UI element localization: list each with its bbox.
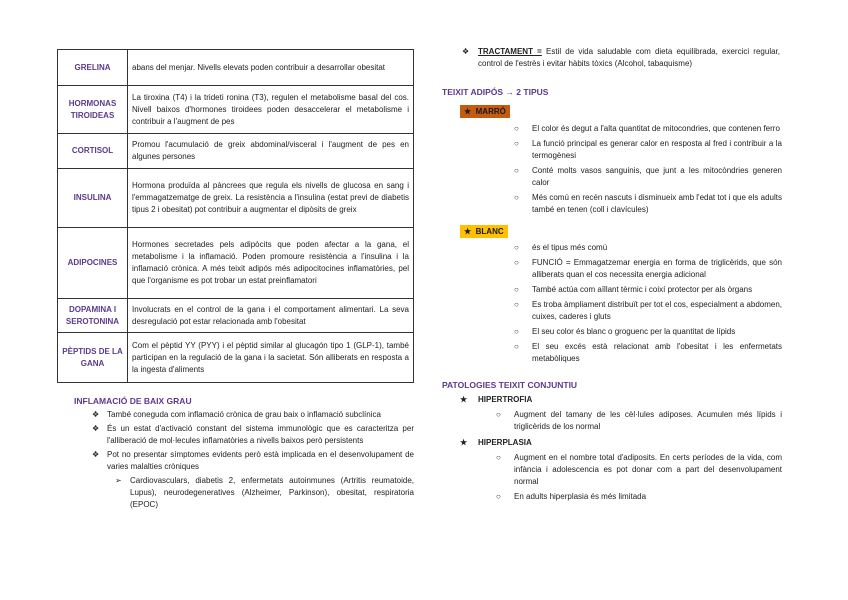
blanc-group — [460, 221, 780, 365]
section-title: INFLAMACIÓ DE BAIX GRAU — [74, 396, 192, 406]
list-item: ○ Augment del tamany de les cèl·lules adiposes. Acumulen més lípids i triglicèrids de los normal — [496, 410, 782, 431]
hormone-description: Involucrats en el control de la gana i el comportament alimentari. La seva desregulació pot estar relacionada amb l'obesitat — [128, 299, 414, 333]
table-row — [58, 169, 414, 228]
hormone-description: abans del menjar. Nivells elevats poden contribuir a desarrollar obesitat — [128, 50, 414, 86]
star-icon: ★ — [464, 107, 472, 116]
hiperplasia-list — [496, 452, 782, 503]
list-item: ○ Es troba àmpliament distribuït per tot el cos, especialment a abdomen, cuixes, caderes i gluts — [514, 300, 782, 321]
hormone-description: Hormona produïda al pàncrees que regula els nivells de glucosa en sang i l'emmagatzematge de greix. La resistència a l'insulina (estat previ de diabetis tipus 2 i obesitat) pot contribuir a augmentar el dipòsits de greix — [128, 169, 414, 228]
diamond-icon: ❖ — [462, 47, 470, 56]
circle-icon: ○ — [496, 492, 501, 501]
list-item: ○ El seu excés està relacionat amb l'obesitat i les enfermetats metabòliques — [514, 342, 782, 363]
hormone-name: GRELINA — [58, 50, 128, 86]
diamond-icon: ❖ — [92, 424, 100, 433]
list-item: ○ La funció principal es generar calor en resposta al fred i contribuir a la termogènesi — [514, 139, 782, 160]
hiperplasia-heading: ★ HIPERPLASIA — [460, 438, 532, 447]
list-item: ○ FUNCIÓ = Emmagatzemar energia en forma de triglicèrids, que són alliberats quan el cos necessita energia adicional — [514, 258, 782, 279]
list-item: ○ El seu color és blanc o groguenc per la quantitat de lípids — [514, 327, 736, 336]
hormone-name: ADIPOCINES — [58, 228, 128, 299]
pathologies-section — [442, 380, 780, 503]
table-row — [58, 134, 414, 169]
hipertrofia-heading: ★ HIPERTROFIA — [460, 395, 533, 404]
list-item: ❖ Pot no presentar símptomes evidents però està implicada en el desenvolupament de varies malalties cròniques — [92, 450, 414, 471]
circle-icon: ○ — [496, 410, 501, 419]
hipertrofia-list — [496, 409, 782, 433]
hormone-description: Com el pèptid YY (PYY) i el pèptid similar al glucagón tipo 1 (GLP-1), també participan en la regulació de la gana i la sacietat. Són alliberats en resposta a la ingesta d'aliments — [128, 333, 414, 383]
treatment-label: TRACTAMENT = — [478, 47, 542, 56]
hormone-description: La tiroxina (T4) i la trideti ronina (T3), regulen el metabolisme basal del cos. Nivell baixos d'hormones tiroidees poden desaccelerar el metabolisme i contribuir a l'augment de pes — [128, 86, 414, 134]
hiperplasia-group — [460, 437, 780, 503]
blanc-list — [514, 242, 782, 365]
star-icon: ★ — [460, 438, 468, 447]
hormone-name: DOPAMINA I SEROTONINA — [58, 299, 128, 333]
circle-icon: ○ — [514, 285, 519, 294]
hipertrofia-group — [460, 394, 780, 433]
marro-tag: ★ MARRÓ — [460, 105, 510, 118]
marro-list — [514, 123, 782, 216]
hormone-description: Promou l'acumulació de greix abdominal/visceral i l'augment de pes en algunes persones — [128, 134, 414, 169]
list-item: ➢ Cardiovasculars, diabetis 2, enfermetats autoinmunes (Artritis reumatoide, Lupus), neurodegeneratives (Alzheimer, Parkinson), obesitat, respiratoria (EPOC) — [115, 476, 414, 509]
treatment-text: Estil de vida saludable com dieta equilibrada, exercici regular, control de l'estrès i evitar hàbits tòxics (Alcohol, tabaquisme) — [478, 47, 780, 68]
hormone-name: HORMONAS TIROIDEAS — [58, 86, 128, 134]
inflammation-section — [57, 396, 414, 511]
circle-icon: ○ — [514, 327, 519, 336]
inflammation-bullets — [92, 409, 414, 511]
treatment-item — [442, 46, 780, 70]
table-row — [58, 86, 414, 134]
list-item: ○ També actúa com aïllant tèrmic i coixí protector per als òrgans — [514, 285, 753, 294]
list-item: ○ En adults hiperplasia és més limitada — [496, 492, 647, 501]
section-title: PATOLOGIES TEIXIT CONJUNTIU — [442, 380, 578, 390]
circle-icon: ○ — [514, 342, 519, 351]
hormones-table — [57, 49, 414, 383]
right-column — [442, 46, 780, 503]
table-row — [58, 333, 414, 383]
circle-icon: ○ — [514, 166, 519, 175]
circle-icon: ○ — [514, 193, 519, 202]
list-item: ○ El color és degut a l'alta quantitat de mitocondries, que contenen ferro — [514, 124, 780, 133]
diamond-icon: ❖ — [92, 450, 100, 459]
marro-group — [460, 101, 780, 216]
list-item: ❖ És un estat d'activació constant del sistema immunològic que es caracteritza per l'alliberació de mol·lecules inflamatòries a nivells baixos però persistents — [92, 424, 414, 445]
hormone-description: Hormones secretades pels adipòcits que poden afectar a la gana, el metabolisme i la inflamació. Poden promoure resistència a l'insulina i la inflamació crònica. A més teixit adipós més adipocitocines inflamatòries, pel que l'organisme es pot trobar un estat preinflamatori — [128, 228, 414, 299]
adipose-section — [442, 87, 780, 365]
blanc-tag: ★ BLANC — [460, 225, 508, 238]
diamond-icon: ❖ — [92, 410, 100, 419]
table-row — [58, 299, 414, 333]
left-column — [57, 49, 414, 511]
star-icon: ★ — [460, 395, 468, 404]
list-item: ○ és el tipus més comú — [514, 243, 608, 252]
circle-icon: ○ — [514, 124, 519, 133]
circle-icon: ○ — [514, 300, 519, 309]
circle-icon: ○ — [514, 139, 519, 148]
section-title: TEIXIT ADIPÓS → 2 TIPUS — [442, 87, 549, 97]
hormone-name: CORTISOL — [58, 134, 128, 169]
list-item: ❖ També coneguda com inflamació crònica de grau baix o inflamació subclínica — [92, 410, 381, 419]
arrow-icon: ➢ — [115, 476, 122, 485]
hormone-name: INSULINA — [58, 169, 128, 228]
hormone-name: PÈPTIDS DE LA GANA — [58, 333, 128, 383]
list-item: ○ Augment en el nombre total d'adiposits. En certs períodes de la vida, com infància i adolescencia es pot donar com a part del desenvolupament normal — [496, 453, 782, 486]
list-item: ○ Conté molts vasos sanguinis, que junt a les mitocòndries generen calor — [514, 166, 782, 187]
list-item: ○ Més comú en recén nascuts i disminueix amb l'edat tot i que els adults també en tenen (coll i clavícules) — [514, 193, 782, 214]
circle-icon: ○ — [514, 258, 519, 267]
table-row — [58, 228, 414, 299]
circle-icon: ○ — [514, 243, 519, 252]
circle-icon: ○ — [496, 453, 501, 462]
table-row — [58, 50, 414, 86]
star-icon: ★ — [464, 227, 472, 236]
